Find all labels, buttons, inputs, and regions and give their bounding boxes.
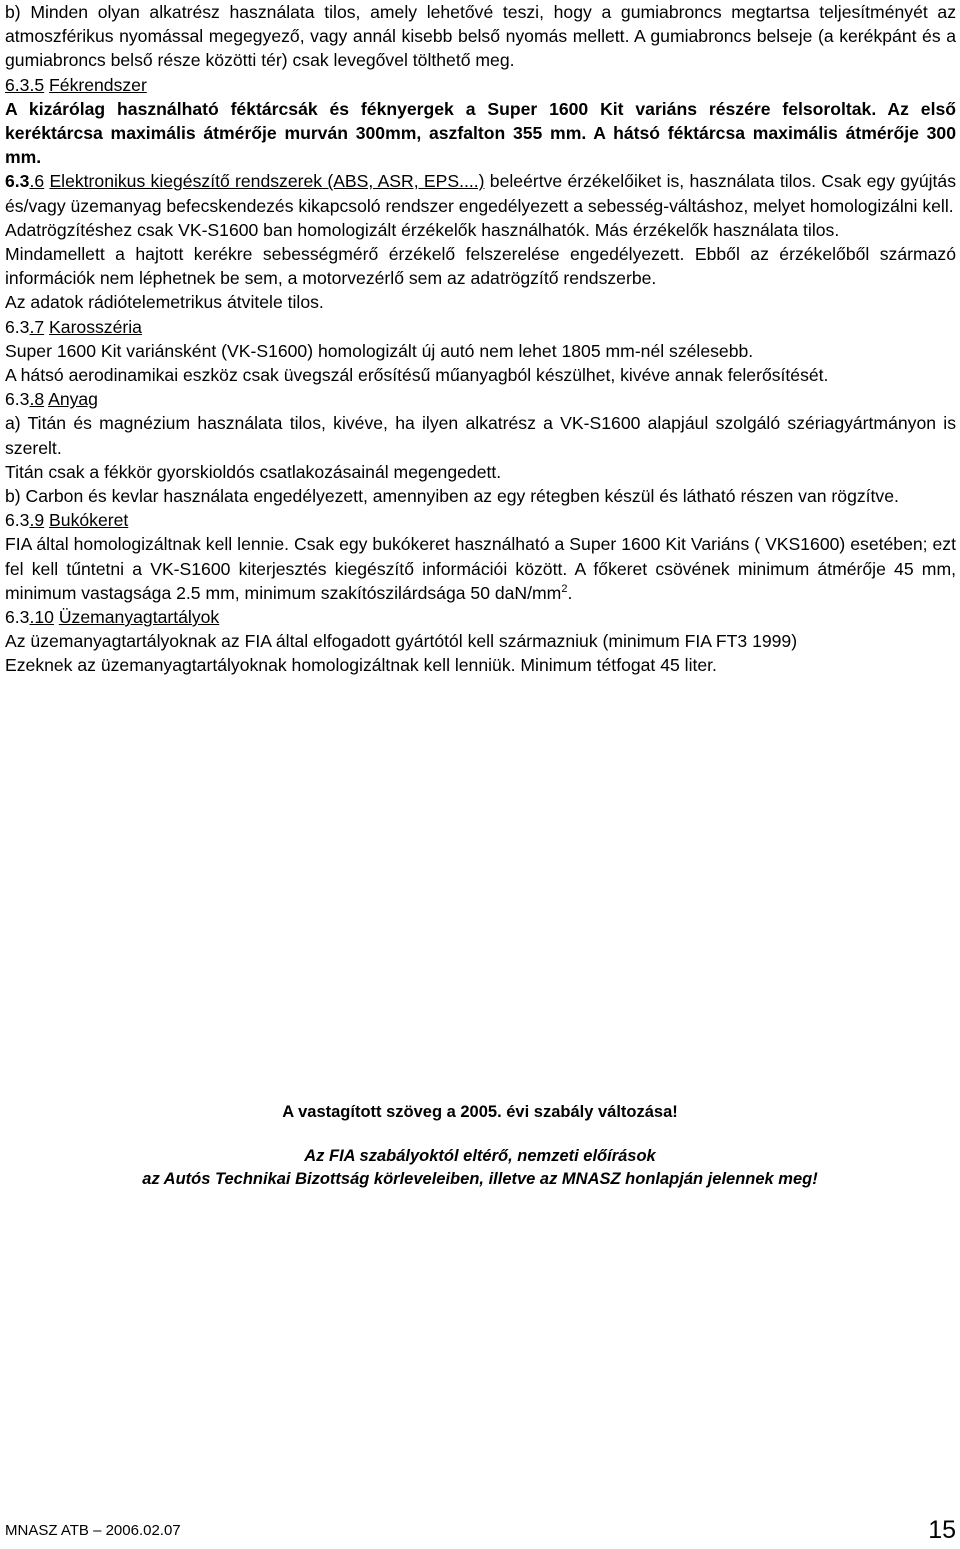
footer-page-number: 15: [928, 1516, 956, 1544]
section-number-prefix: 6.3: [5, 510, 30, 531]
paragraph-bodywork-width: Super 1600 Kit variánsként (VK-S1600) homologizált új autó nem lehet 1805 mm-nél szélesebb.: [5, 340, 754, 361]
section-title-bodywork: Karosszéria: [49, 316, 142, 337]
paragraph-data-logging: Adatrögzítéshez csak VK-S1600 ban homologizált érzékelők használhatók. Más érzékelők használata tilos.: [5, 219, 840, 240]
footer-document-id: MNASZ ATB – 2006.02.07: [5, 1522, 181, 1539]
paragraph-titanium: a) Titán és magnézium használata tilos, kivéve, ha ilyen alkatrész a VK-S1600 alapjául szolgáló szériagyártmányon is szerelt.: [5, 413, 956, 458]
paragraph-titanium-brake: Titán csak a fékkör gyorskioldós csatlakozásainál megengedett.: [5, 461, 502, 482]
section-number-suffix: .9: [29, 510, 45, 531]
paragraph-aero-device: A hátsó aerodinamikai eszköz csak üvegszál erősítésű műanyagból készülhet, kivéve annak felerősítését.: [5, 365, 829, 386]
paragraph-tire-pressure: b) Minden olyan alkatrész használata tilos, amely lehetővé teszi, hogy a gumiabroncs megtartsa teljesítményét az atmoszférikus nyomással megegyező, vagy annál kisebb belső nyomás mellett. A gumiabroncs belseje (a kerékpánt és a gumiabroncs belső része közötti tér) csak levegővel tölthető meg.: [5, 2, 956, 71]
section-heading-6-3-10: [5, 605, 956, 629]
section-number-suffix: .5: [29, 74, 45, 95]
section-number-suffix: .7: [29, 316, 45, 337]
section-title-rollcage: Bukókeret: [49, 510, 129, 531]
superscript: 2: [561, 583, 568, 596]
paragraph-fuel-tank-manufacturer: Az üzemanyagtartályoknak az FIA által elfogadott gyártótól kell származniuk (minimum FIA FT3 1999): [5, 631, 798, 652]
section-body-electronics: beleértve érzékelőiket is, használata tilos. Csak egy gyújtás és/vagy üzemanyag befecskendezés kikapcsoló rendszer engedélyezett a sebesség-váltáshoz, melyet homologizálni kell.: [5, 171, 957, 216]
paragraph-rollcage: [5, 532, 956, 605]
section-heading-6-3-9: [5, 508, 956, 532]
rollcage-text-end: .: [567, 582, 573, 603]
paragraph-speed-sensor: Mindamellett a hajtott kerékre sebességmérő érzékelő felszerelése engedélyezett. Ebből az érzékelőből származó információk nem léphetnek be sem, a motorvezérlő sem az adatrögzítő rendszerbe.: [5, 244, 956, 289]
paragraph-brakes: A kizárólag használható féktárcsák és féknyergek a Super 1600 Kit variáns részére felsoroltak. Az első keréktárcsa maximális átmérője murván 300mm, aszfalton 355 mm. A hátsó féktárcsa maximális átmérője 300 mm.: [5, 98, 956, 168]
section-heading-6-3-6: [5, 169, 956, 217]
fia-notice-line-2: az Autós Technikai Bizottság körleveleiben, illetve az MNASZ honlapján jelennek meg!: [142, 1170, 818, 1188]
fia-notice-line-1: Az FIA szabályoktól eltérő, nemzeti előírások: [304, 1147, 656, 1165]
paragraph-telemetry: Az adatok rádiótelemetrikus átvitele tilos.: [5, 292, 324, 313]
paragraph-fuel-tank-homologation: Ezeknek az üzemanyagtartályoknak homologizáltnak kell lenniük. Minimum tétfogat 45 liter.: [5, 655, 717, 676]
section-heading-6-3-7: [5, 315, 956, 339]
section-number-suffix: .10: [29, 607, 54, 628]
section-number-prefix: 6.3: [5, 389, 30, 410]
section-title-material: Anyag: [48, 389, 98, 410]
section-number-prefix: 6.3: [5, 607, 30, 628]
section-title-fuel-tanks: Üzemanyagtartályok: [58, 607, 220, 628]
section-title-brakes: Fékrendszer: [49, 74, 147, 95]
section-number-prefix: 6.3: [5, 316, 30, 337]
paragraph-carbon-kevlar: b) Carbon és kevlar használata engedélyezett, amennyiben az egy rétegben készül és látható részen van rögzítve.: [5, 486, 899, 507]
document-body: [5, 0, 956, 678]
rollcage-text: FIA által homologizáltnak kell lennie. Csak egy bukókeret használható a Super 1600 Kit Variáns ( VKS1600) esetében; ezt fel kell tűntetni a VK-S1600 kiterjesztés kiegészítő információi között. A főkeret csövének minimum átmérője 45 mm, minimum vastagsága 2.5 mm, minimum szakítószilárdsága 50 daN/mm: [5, 534, 956, 603]
section-number-suffix: .6: [29, 171, 45, 192]
section-number-suffix: .8: [29, 389, 45, 410]
section-number-prefix: 6.3: [5, 74, 30, 95]
section-number-prefix: 6.3: [5, 171, 30, 192]
section-title-electronics: Elektronikus kiegészítő rendszerek (ABS, ASR, EPS....): [49, 171, 485, 192]
bold-changes-notice: A vastagított szöveg a 2005. évi szabály változása!: [282, 1103, 678, 1121]
section-heading-6-3-8: [5, 387, 956, 411]
section-heading-6-3-5: [5, 73, 956, 97]
